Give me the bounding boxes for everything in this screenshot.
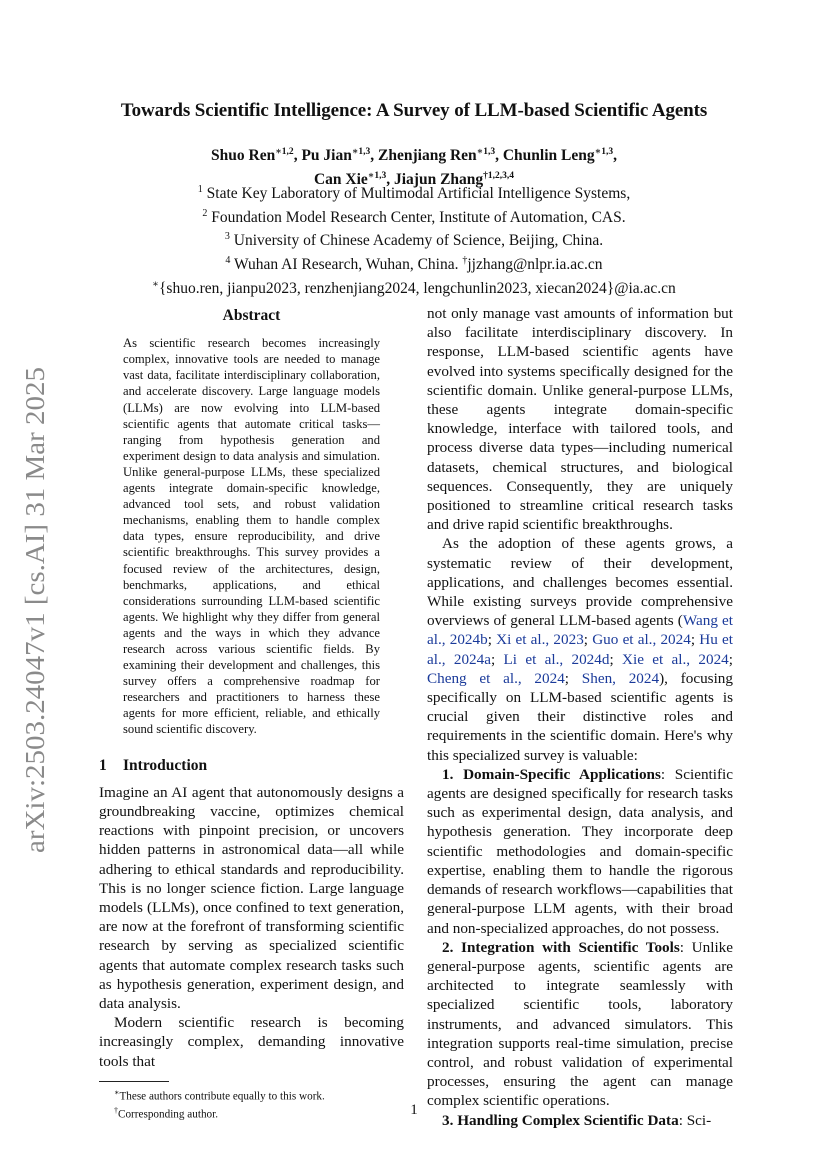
citation-link[interactable]: Wang et al., 2024b <box>427 612 733 649</box>
footnote: ∗These authors contribute equally to this work. <box>114 1087 325 1103</box>
intro-paragraph: Modern scientific research is becoming increasingly complex, demanding innovative tools that <box>99 1014 404 1070</box>
affiliation-line: $^1$ State Key Laboratory of Multimodal Artificial Intelligence Systems, <box>197 184 631 203</box>
list-item-title: 3. Handling Complex Scientific Data <box>442 1111 679 1129</box>
list-item: 3. Handling Complex Scientific Data: Sci- <box>442 1111 712 1129</box>
citation-link[interactable]: Shen, 2024 <box>581 669 660 687</box>
list-item: 2. Integration with Scientific Tools: Unlike general-purpose agents, scientific agents are architected to integrate seamlessly with specialized scientific tools, laboratory instruments, and advanced simulators. This integration supports real-time simulation, precise control, and robust validation of experimental processes, ensuring the agent can manage complex scientific operations. <box>427 938 733 1110</box>
author: Can Xie$^{∗1,3}$, <box>313 171 394 189</box>
citation-link[interactable]: Li et al., 2024d <box>503 650 610 668</box>
body-paragraph: As the adoption of these agents grows, a systematic review of their development, applications, and challenges becomes essential. While existing surveys provide comprehensive overviews of general LLM-based agents (Wang et al., 2024b; Xi et al., 2023; Guo et al., 2024; Hu et al., 2024a; Li et al., 2024d; Xie et al., 2024; Cheng et al., 2024; Shen, 2024), focusing specifically on LLM-based scientific agents is crucial given their distinctive roles and requirements in the scientific domain. Here's why this specialized survey is valuable: <box>427 535 733 764</box>
citation-link[interactable]: Xi et al., 2023 <box>496 631 584 649</box>
author: Shuo Ren$^{∗1,2}$, <box>211 147 302 165</box>
page-number: 1 <box>410 1102 418 1118</box>
arxiv-identifier: arXiv:2503.24047v1 [cs.AI] 31 Mar 2025 <box>20 400 50 853</box>
citation-link[interactable]: Hu et al., 2024a <box>427 631 733 668</box>
abstract-text: As scientific research becomes increasingly complex, innovative tools are needed to manage vast data, facilitate interdisciplinary collaboration, and accelerate discovery. Large language models (LLMs) are now evolving into LLM-based scientific agents that automate critical tasks—ranging from hypothesis generation and experiment design to data analysis and simulation. Unlike general-purpose LLMs, these specialized agents integrate domain-specific knowledge, advanced tool sets, and robust validation mechanisms, enabling them to handle complex data types, ensure reproducibility, and drive scientific breakthroughs. This survey provides a focused review of the architectures, design, benchmarks, applications, and ethical considerations surrounding LLM-based scientific agents. We highlight why they differ from general agents and the ways in which they advance research across various scientific fields. By examining their development and challenges, this survey offers a comprehensive roadmap for researchers and practitioners to harness these agents for more efficient, reliable, and ethically sound scientific discovery. <box>123 336 380 737</box>
affiliation-line: $^2$ Foundation Model Research Center, Institute of Automation, CAS. <box>202 207 626 226</box>
citation-link[interactable]: Cheng et al., 2024 <box>427 669 565 687</box>
paper-title: Towards Scientific Intelligence: A Survey of LLM-based Scientific Agents <box>120 100 708 121</box>
citation-link[interactable]: Xie et al., 2024 <box>622 650 729 668</box>
author: Jiajun Zhang$^{\dagger 1,2,3,4}$ <box>393 171 515 189</box>
left-column <box>99 304 404 1121</box>
author: Pu Jian$^{∗1,3}$, <box>301 147 379 165</box>
citation-link[interactable]: Guo et al., 2024 <box>592 631 691 649</box>
corresponding-email[interactable]: jjzhang@nlpr.ia.ac.cn <box>467 256 603 274</box>
abstract-heading: Abstract <box>222 307 281 324</box>
footnote: †Corresponding author. <box>114 1105 219 1121</box>
body-paragraph: not only manage vast amounts of information but also facilitate interdisciplinary discovery. In response, LLM-based scientific agents have evolved into systems specifically designed for the scientific domain. Unlike general-purpose LLMs, these agents integrate domain-specific knowledge, interface with tailored tools, and process diverse data types—including numerical datasets, chemical structures, and biological sequences. Consequently, they are uniquely positioned to streamline critical research tasks and drive rapid scientific breakthroughs. <box>427 305 733 534</box>
footnote-rule <box>99 1081 169 1082</box>
list-item-title: 2. Integration with Scientific Tools <box>442 938 680 956</box>
section-number: 1 <box>99 756 107 774</box>
affiliation-line: $^3$ University of Chinese Academy of Science, Beijing, China. <box>224 231 604 250</box>
section-heading-introduction <box>99 756 404 775</box>
author: Zhenjiang Ren$^{∗1,3}$, <box>378 147 503 165</box>
affiliation-line: $^4$ Wuhan AI Research, Wuhan, China. †jjzhang@nlpr.ia.ac.cn <box>225 254 603 274</box>
arxiv-stamp <box>8 365 58 855</box>
author: Chunlin Leng$^{∗1,3}$, <box>502 147 617 165</box>
list-item-title: 1. Domain-Specific Applications <box>442 765 661 783</box>
author-emails: ∗{shuo.ren, jianpu2023, renzhenjiang2024, lengchunlin2023, xiecan2024}@ia.ac.cn <box>152 278 676 297</box>
section-title: Introduction <box>123 756 208 774</box>
affiliations <box>60 180 768 298</box>
right-column <box>427 304 733 1130</box>
intro-paragraph: Imagine an AI agent that autonomously designs a groundbreaking vaccine, optimizes chemical reactions with pinpoint precision, or uncovers hidden patterns in astronomical data—all while adhering to ethical standards and reproducibility. This is no longer science fiction. Large language models (LLMs), once confined to text generation, are now at the forefront of transforming scientific research by serving as specialized scientific agents that automate complex research tasks such as hypothesis generation, experiment design, and data analysis. <box>99 783 404 1012</box>
list-item: 1. Domain-Specific Applications: Scientific agents are designed specifically for research tasks such as experimental design, data analysis, and hypothesis generation. They incorporate deep scientific methodologies and domain-specific expertise, enabling them to handle the rigorous demands of research workflows—capabilities that general-purpose LLM agents, with their broad and non-specialized approaches, do not possess. <box>427 765 733 937</box>
